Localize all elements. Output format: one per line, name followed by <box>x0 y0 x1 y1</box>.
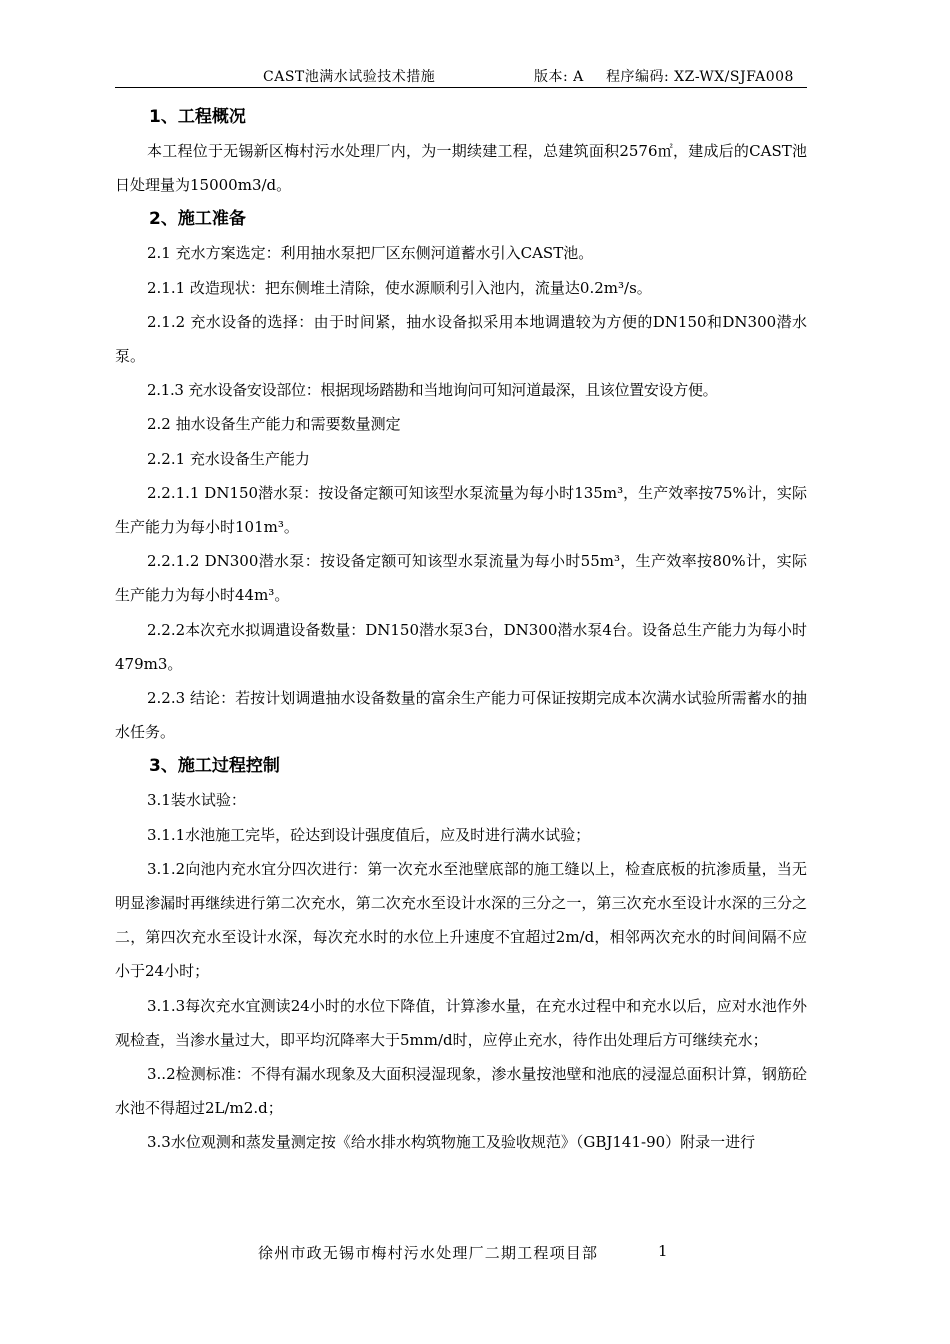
header-title: CAST池满水试验技术措施 <box>263 69 436 85</box>
paragraph: 本工程位于无锡新区梅村污水处理厂内，为一期续建工程，总建筑面积2576㎡，建成后的CAST池日处理量为15000m3/d。 <box>115 142 807 195</box>
paragraph: 2.2.3 结论：若按计划调遣抽水设备数量的富余生产能力可保证按期完成本次满水试验所需蓄水的抽水任务。 <box>115 689 807 742</box>
paragraph: 2.2.1 充水设备生产能力 <box>147 449 310 468</box>
paragraph: 2.2 抽水设备生产能力和需要数量测定 <box>147 415 401 434</box>
section-heading-process-control: 3、施工过程控制 <box>149 756 280 777</box>
header-version: 版本: A <box>534 69 584 85</box>
paragraph: 2.2.1.1 DN150潜水泵：按设备定额可知该型水泵流量为每小时135m³，生产效率按75%计，实际生产能力为每小时101m³。 <box>115 483 807 537</box>
paragraph: 2.2.1.2 DN300潜水泵：按设备定额可知该型水泵流量为每小时55m³，生产效率按80%计，实际生产能力为每小时44m³。 <box>115 552 807 605</box>
document-body <box>115 100 807 1160</box>
page-header <box>115 64 807 88</box>
header-program-code: 程序编码: XZ-WX/SJFA008 <box>606 69 794 85</box>
paragraph: 2.1.3 充水设备安设部位：根据现场踏勘和当地询问可知河道最深，且该位置安设方便。 <box>147 381 718 400</box>
page-number: 1 <box>658 1242 668 1260</box>
paragraph: 2.2.2本次充水拟调遣设备数量：DN150潜水泵3台，DN300潜水泵4台。设备总生产能力为每小时479m3。 <box>115 620 807 673</box>
section-heading-preparation: 2、施工准备 <box>149 209 246 230</box>
paragraph: 3..2检测标准：不得有漏水现象及大面积浸湿现象，渗水量按池壁和池底的浸湿总面积计算，钢筋砼水池不得超过2L/m2.d； <box>115 1065 807 1118</box>
paragraph: 3.1.1水池施工完毕，砼达到设计强度值后，应及时进行满水试验； <box>147 825 591 844</box>
header-divider <box>115 87 807 88</box>
paragraph: 2.1.1 改造现状：把东侧堆土清除，使水源顺利引入池内，流量达0.2m³/s。 <box>147 278 652 297</box>
paragraph: 3.1.3每次充水宜测读24小时的水位下降值，计算渗水量，在充水过程中和充水以后，应对水池作外观检查，当渗水量过大，即平均沉降率大于5mm/d时，应停止充水，待作出处理后方可继续充水； <box>115 996 807 1049</box>
paragraph: 2.1.2 充水设备的选择：由于时间紧，抽水设备拟采用本地调遣较为方便的DN150和DN300潜水泵。 <box>115 312 807 366</box>
paragraph: 3.1装水试验： <box>147 791 246 810</box>
footer-organization: 徐州市政无锡市梅村污水处理厂二期工程项目部 <box>258 1244 599 1262</box>
section-heading-overview: 1、工程概况 <box>149 107 246 127</box>
paragraph: 2.1 充水方案选定：利用抽水泵把厂区东侧河道蓄水引入CAST池。 <box>147 244 594 263</box>
paragraph: 3.3水位观测和蒸发量测定按《给水排水构筑物施工及验收规范》（GBJ141-90）附录一进行 <box>147 1133 756 1152</box>
paragraph: 3.1.2向池内充水宜分四次进行：第一次充水至池壁底部的施工缝以上，检查底板的抗渗质量，当无明显渗漏时再继续进行第二次充水，第二次充水至设计水深的三分之一，第三次充水至设计水深的三分之二，第四次充水至设计水深，每次充水时的水位上升速度不宜超过2m/d，相邻两次充水的时间间隔不应小于24小时； <box>115 859 807 981</box>
